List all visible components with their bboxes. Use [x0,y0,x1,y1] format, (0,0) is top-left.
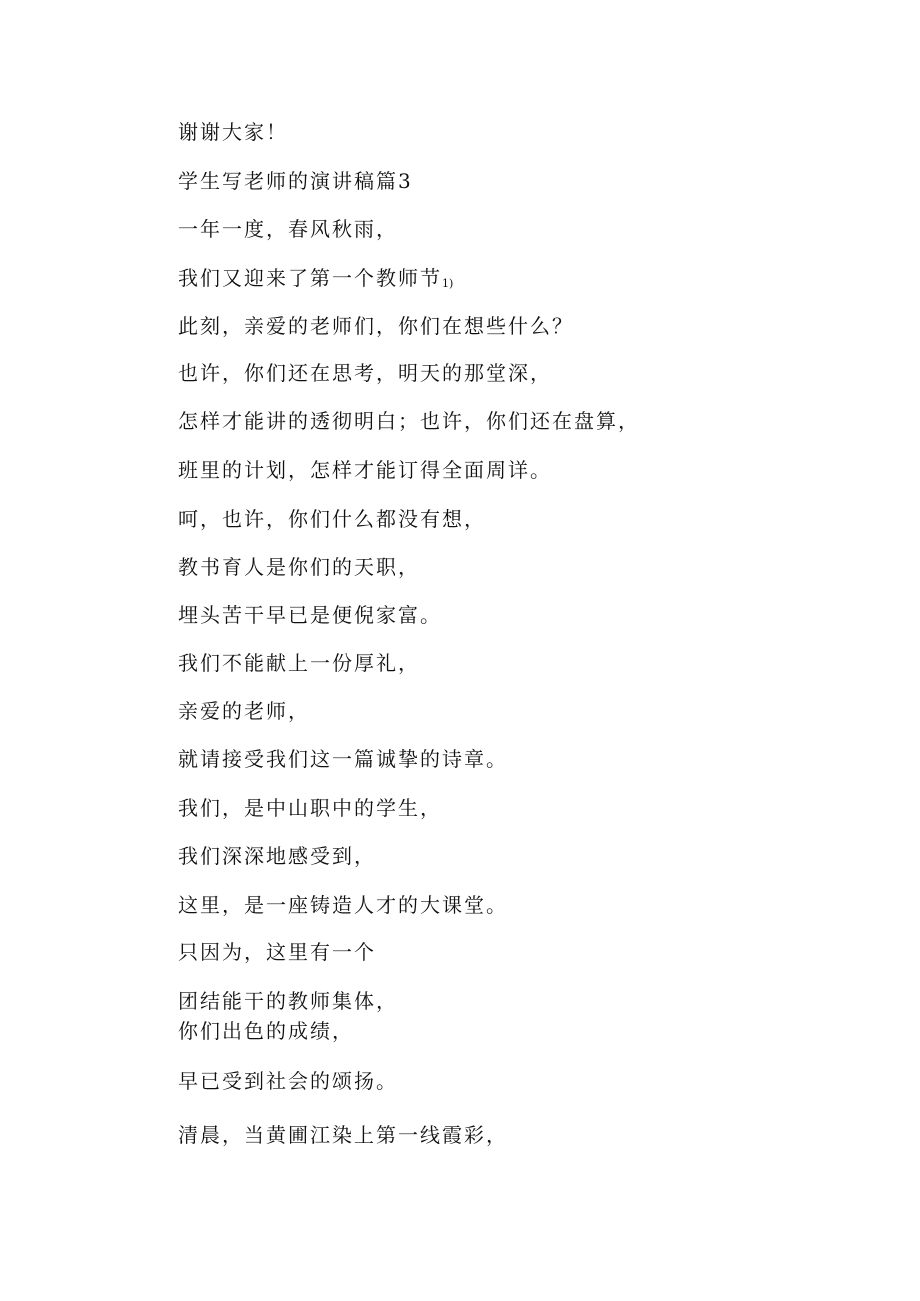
text-line: 呵，也许，你们什么都没有想， [178,507,486,531]
text-line: 埋头苦干早已是便倪家富。 [178,603,442,627]
text-line: 一年一度，春风秋雨， [178,217,398,241]
text-line: 我们不能献上一份厚礼， [178,651,420,675]
text-line: 班里的计划，怎样才能订得全面周详。 [178,458,552,482]
text-line-content: 我们又迎来了第一个教师节 [178,266,442,290]
text-line: 你们出色的成绩， [178,1019,354,1043]
footnote-mark: 1) [442,277,454,290]
text-line: 团结能干的教师集体， [178,989,398,1013]
text-line: 清晨，当黄圃江染上第一线霞彩， [178,1123,508,1147]
text-line: 此刻，亲爱的老师们，你们在想些什么？ [178,314,574,338]
text-line: 亲爱的老师， [178,699,310,723]
text-line: 谢谢大家！ [178,120,288,144]
text-line: 也许，你们还在思考，明天的那堂深， [178,361,552,385]
text-line: 只因为，这里有一个 [178,940,376,964]
text-line: 怎样才能讲的透彻明白；也许，你们还在盘算， [178,409,640,433]
text-line: 早已受到社会的颂扬。 [178,1069,398,1093]
text-line: 就请接受我们这一篇诚挚的诗章。 [178,747,508,771]
text-line [178,266,453,296]
text-line: 这里，是一座铸造人才的大课堂。 [178,893,508,917]
section-heading: 学生写老师的演讲稿篇3 [178,169,413,193]
text-line: 我们深深地感受到， [178,844,376,868]
text-line: 我们，是中山职中的学生， [178,796,442,820]
text-line: 教书育人是你们的天职， [178,555,420,579]
